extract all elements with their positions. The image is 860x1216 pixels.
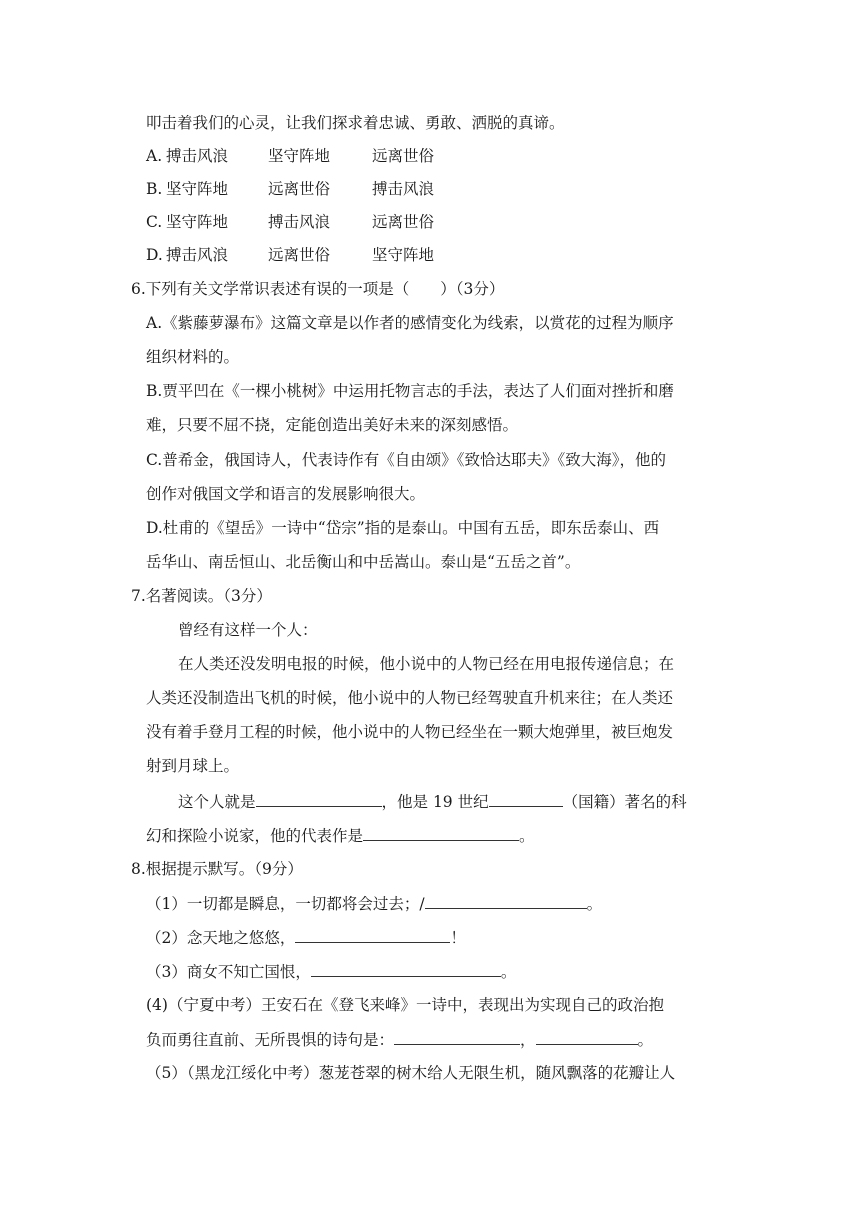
q8-text: （2）念天地之悠悠， <box>146 929 296 947</box>
answer-blank-nationality[interactable] <box>489 790 563 807</box>
q8-item-4-line1: (4)（宁夏中考）王安石在《登飞来峰》一诗中，表现出为实现自己的政治抱 <box>146 996 664 1014</box>
q6-option-c-line2: 创作对俄国文学和语言的发展影响很大。 <box>146 485 426 503</box>
q7-question-line2 <box>146 824 535 847</box>
q5-option-b <box>146 178 434 200</box>
option-term: 坚守阵地 <box>372 246 435 264</box>
q5-option-c <box>146 211 434 233</box>
option-letter: A. <box>146 147 163 165</box>
q8-item-2 <box>146 926 466 949</box>
q7-passage-line2: 人类还没制造出飞机的时候，他小说中的人物已经驾驶直升机来往；在人类还 <box>146 689 674 707</box>
q6-option-b-line1: B.贾平凹在《一棵小桃树》中运用托物言志的手法，表达了人们面对挫折和磨 <box>146 382 674 400</box>
answer-blank[interactable] <box>425 892 587 909</box>
q8-text: （3）商女不知亡国恨， <box>146 963 311 981</box>
q8-text: 。 <box>586 895 603 913</box>
q8-text: ， <box>520 1031 536 1049</box>
option-term: 搏击风浪 <box>166 246 229 264</box>
option-term: 坚守阵地 <box>166 180 229 198</box>
option-letter: D. <box>146 246 163 264</box>
q6-stem: 6.下列有关文学常识表述有误的一项是（ ）（3分） <box>131 280 505 298</box>
q8-item-1 <box>146 892 602 915</box>
q6-option-a-line2: 组织材料的。 <box>146 348 240 366</box>
option-term: 坚守阵地 <box>166 213 229 231</box>
q8-stem: 8.根据提示默写。（9分） <box>131 860 303 878</box>
option-term: 坚守阵地 <box>268 147 331 165</box>
q8-text: （1）一切都是瞬息，一切都将会过去；/ <box>146 895 425 913</box>
q5-continuation: 叩击着我们的心灵，让我们探求着忠诚、勇敢、洒脱的真谛。 <box>146 114 565 132</box>
answer-blank[interactable] <box>311 960 501 977</box>
q6-option-a-line1: A.《紫藤萝瀑布》这篇文章是以作者的感情变化为线索，以赏花的过程为顺序 <box>146 314 674 332</box>
q8-text: 。 <box>637 1031 654 1049</box>
answer-blank-author[interactable] <box>256 790 382 807</box>
q7-passage-line4: 射到月球上。 <box>146 757 240 775</box>
option-term: 搏击风浪 <box>372 180 435 198</box>
q6-option-d-line2: 岳华山、南岳恒山、北岳衡山和中岳嵩山。泰山是“五岳之首”。 <box>146 553 581 571</box>
q8-text: 负而勇往直前、无所畏惧的诗句是： <box>146 1031 395 1049</box>
q7-passage-line3: 没有着手登月工程的时候，他小说中的人物已经坐在一颗大炮弹里，被巨炮发 <box>146 723 674 741</box>
q7-passage-line1: 在人类还没发明电报的时候，他小说中的人物已经在用电报传递信息；在 <box>178 655 675 673</box>
q6-option-c-line1: C.普希金，俄国诗人，代表诗作有《自由颂》《致恰达耶夫》《致大海》，他的 <box>146 451 666 469</box>
option-term: 搏击风浪 <box>268 213 331 231</box>
q6-option-b-line2: 难，只要不屈不挠，定能创造出美好未来的深刻感悟。 <box>146 416 519 434</box>
answer-blank[interactable] <box>295 926 450 943</box>
q5-option-a <box>146 145 434 167</box>
q8-text: ！ <box>450 929 466 947</box>
q8-text: 。 <box>500 963 517 981</box>
option-term: 远离世俗 <box>372 213 435 231</box>
q7-stem: 7.名著阅读。（3分） <box>131 587 272 605</box>
q8-item-3 <box>146 960 516 983</box>
q6-option-d-line1: D.杜甫的《望岳》一诗中“岱宗”指的是泰山。中国有五岳，即东岳泰山、西 <box>146 519 660 537</box>
option-letter: B. <box>146 180 163 198</box>
q7-text: 这个人就是 <box>178 793 256 811</box>
q7-text: （国籍）著名的科 <box>562 793 687 811</box>
answer-blank-masterpiece[interactable] <box>363 824 519 841</box>
answer-blank[interactable] <box>536 1028 638 1045</box>
option-term: 远离世俗 <box>268 180 331 198</box>
q7-question-line1 <box>178 790 687 813</box>
q8-item-5-line1: （5）（黑龙江绥化中考）葱茏苍翠的树木给人无限生机，随风飘落的花瓣让人 <box>146 1064 676 1082</box>
q7-passage-intro: 曾经有这样一个人： <box>178 621 318 639</box>
option-term: 搏击风浪 <box>166 147 229 165</box>
q5-option-d <box>146 244 434 266</box>
q7-text: 幻和探险小说家，他的代表作是 <box>146 827 364 845</box>
option-letter: C. <box>146 213 163 231</box>
q8-item-4-line2 <box>146 1028 653 1051</box>
q7-text: 。 <box>519 827 535 845</box>
q7-text: ，他是 19 世纪 <box>381 793 489 811</box>
option-term: 远离世俗 <box>268 246 331 264</box>
option-term: 远离世俗 <box>372 147 435 165</box>
answer-blank[interactable] <box>394 1028 520 1045</box>
